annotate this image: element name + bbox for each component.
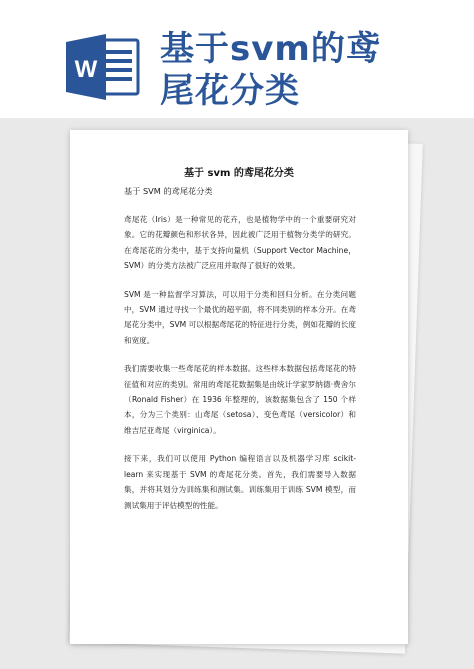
banner — [0, 0, 474, 130]
paragraph: 我们需要收集一些鸢尾花的样本数据。这些样本数据包括鸢尾花的特征值和对应的类别。常用的鸢尾花数据集是由统计学家罗纳德·费舍尔（Ronald Fisher）在 1936 年整理的，该数据集包含了 150 个样本，分为三个类别：山鸢尾（setosa）、变色鸢尾（versicolor）和维吉尼亚鸢尾（virginica）。 — [124, 364, 356, 435]
banner-title: 基于svm的鸢 尾花分类 — [160, 29, 381, 111]
document-title: 基于 svm 的鸢尾花分类 — [184, 168, 294, 179]
paragraph: 接下来，我们可以使用 Python 编程语言以及机器学习库 scikit-learn 来实现基于 SVM 的鸢尾花分类。首先，我们需要导入数据集，并将其划分为训练集和测试集。训练集用于训练 SVM 模型，而测试集用于评估模型的性能。 — [124, 454, 356, 510]
word-icon — [66, 34, 140, 100]
document-page — [70, 130, 408, 644]
document-body — [124, 212, 356, 526]
paragraph: 鸢尾花（Iris）是一种常见的花卉，也是植物学中的一个重要研究对象。它的花瓣颜色和形状各异，因此被广泛用于植物分类学的研究。在鸢尾花的分类中，基于支持向量机（Support Vector Machine，SVM）的分类方法被广泛应用并取得了很好的效果。 — [124, 215, 356, 271]
svg-text:W: W — [74, 56, 98, 83]
paragraph: SVM 是一种监督学习算法，可以用于分类和回归分析。在分类问题中，SVM 通过寻找一个最优的超平面，将不同类别的样本分开。在鸢尾花分类中，SVM 可以根据鸢尾花的特征进行分类，例如花瓣的长度和宽度。 — [124, 289, 356, 345]
document-subtitle: 基于 SVM 的鸢尾花分类 — [124, 186, 213, 196]
